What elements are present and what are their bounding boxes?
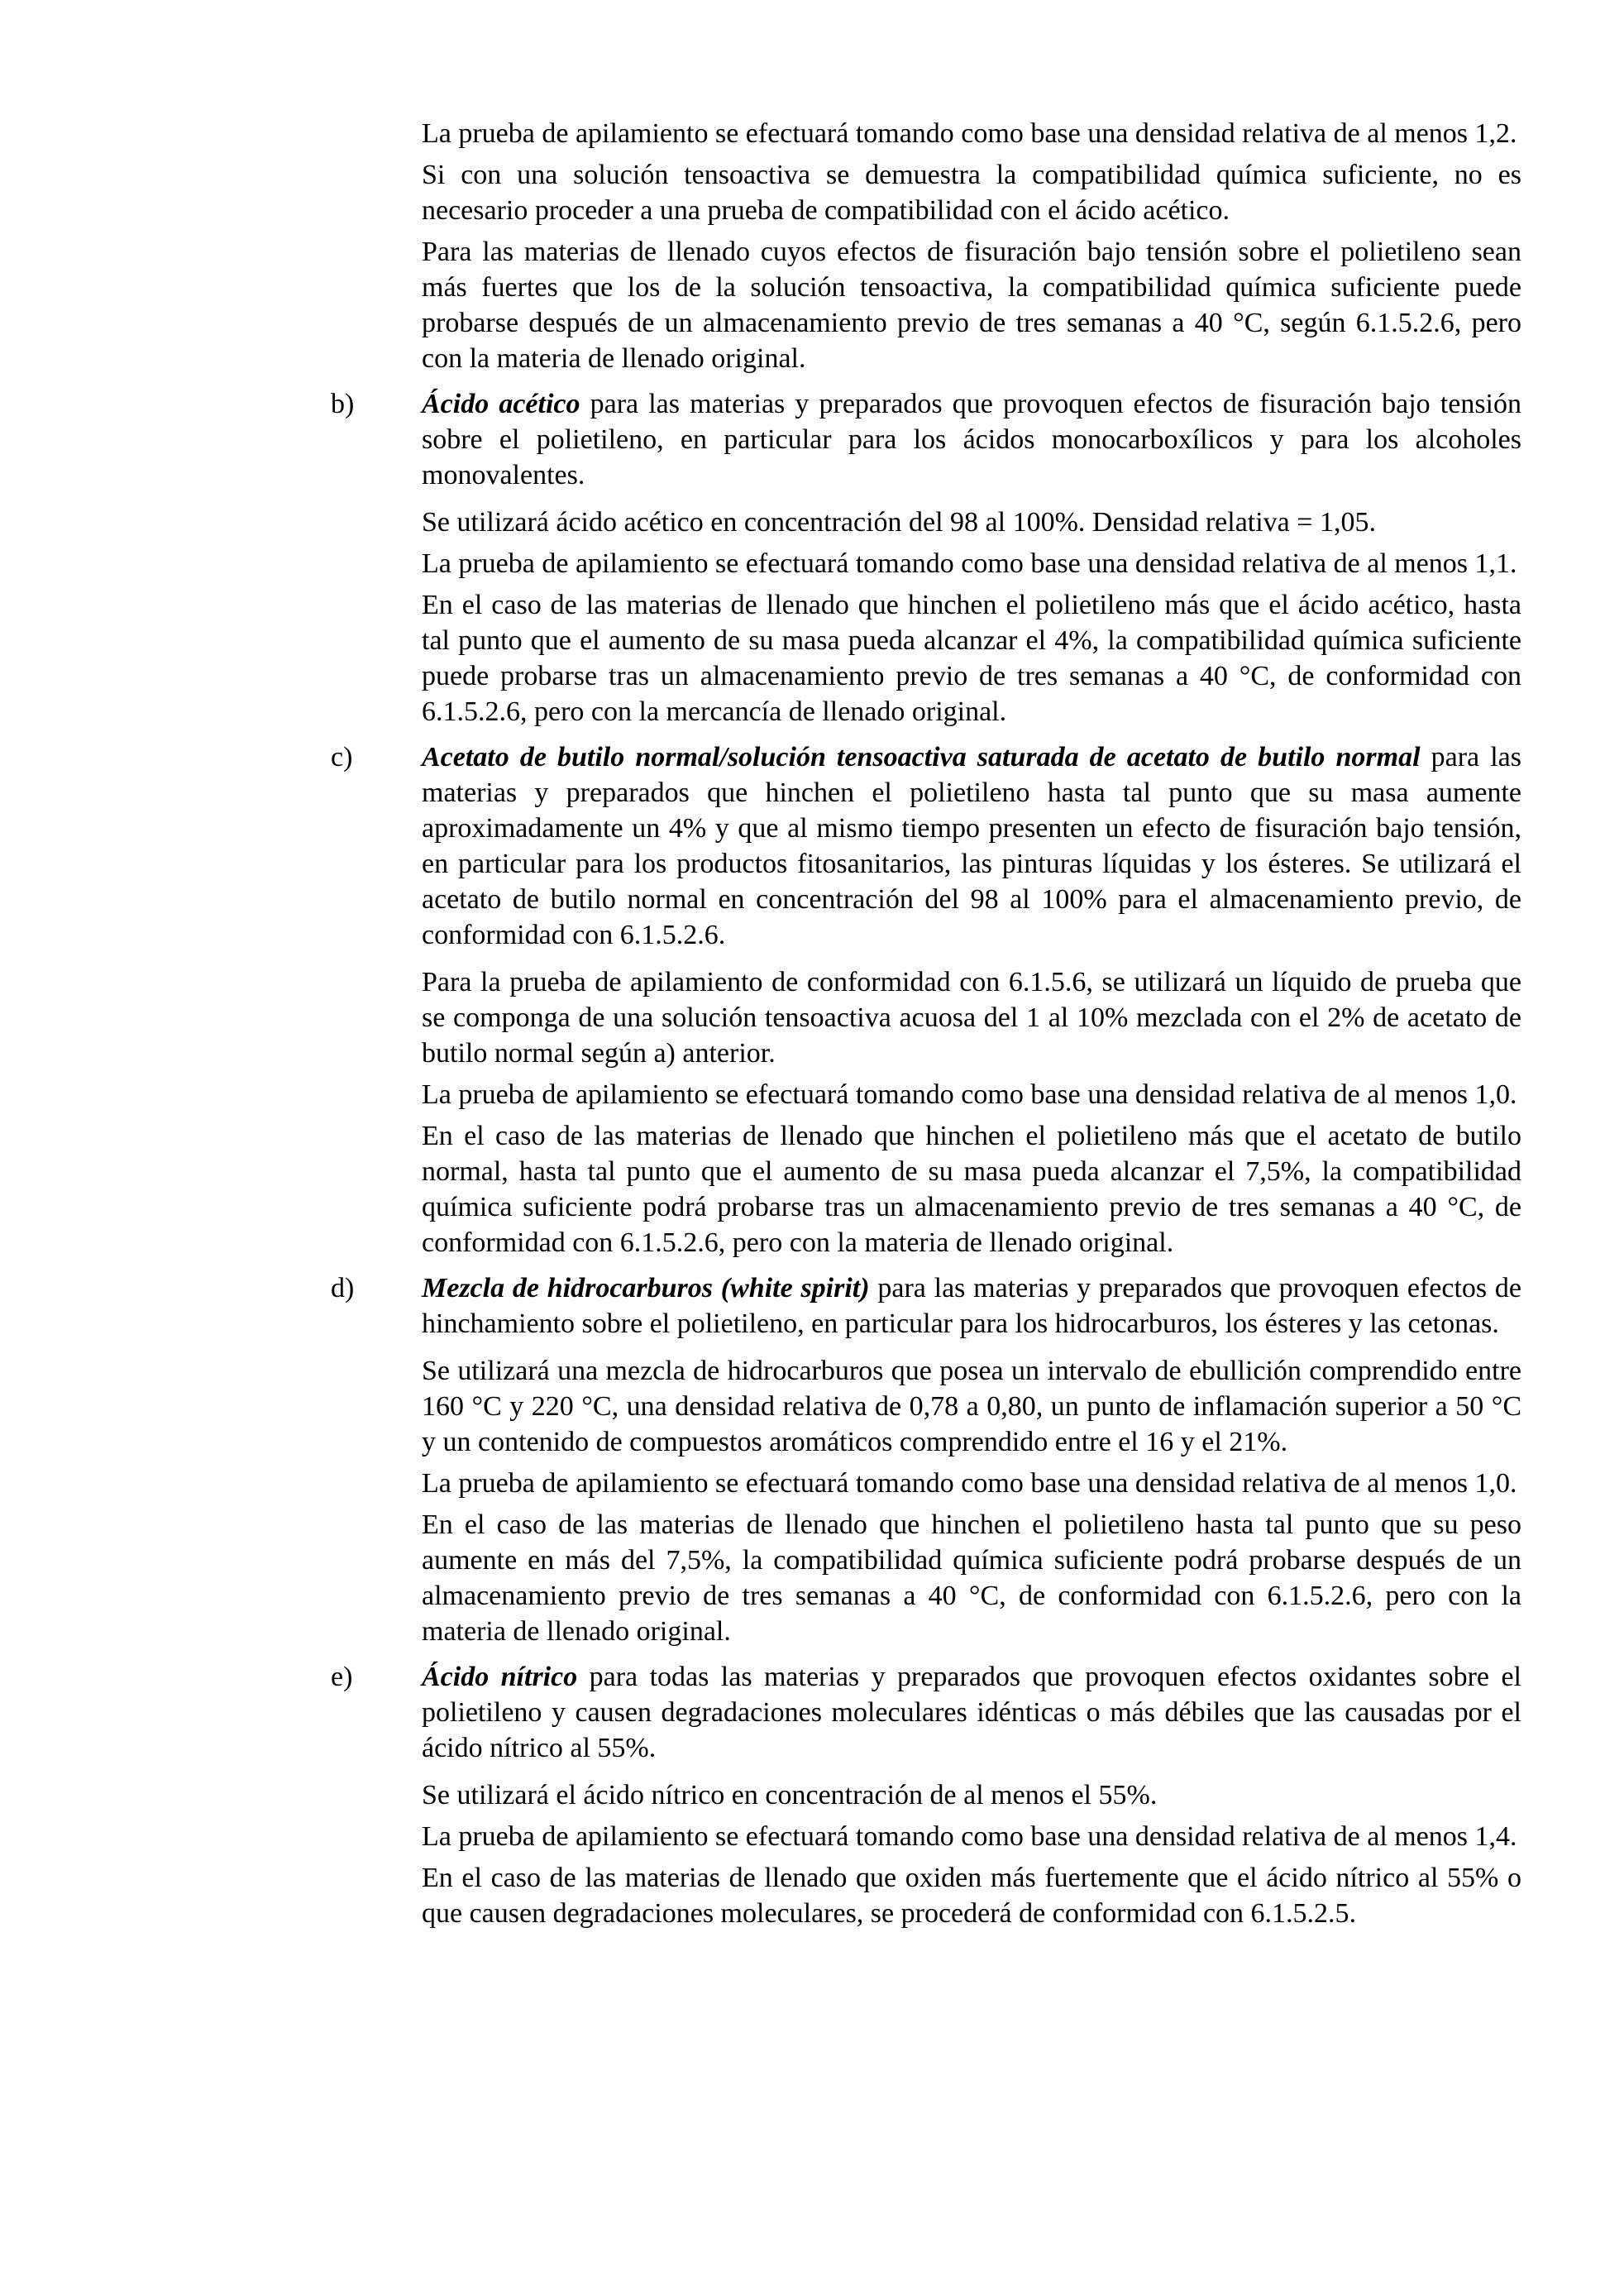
intro-paragraph: Si con una solución tensoactiva se demuestra la compatibilidad química suficiente, no es necesario proceder a una prueba de compatibilidad con el ácido acético.: [422, 160, 1521, 226]
section-paragraph: Se utilizará una mezcla de hidrocarburos que posea un intervalo de ebullición comprendido entre 160 °C y 220 °C, una densidad relativa de 0,78 a 0,80, un punto de inflamación superior a 50 °C y un contenido de compuestos aromáticos comprendido entre el 16 y el 21%.: [422, 1356, 1521, 1457]
intro-block: [331, 116, 1521, 376]
section-lead-paragraph: [422, 1659, 1521, 1766]
section-paragraph: Se utilizará ácido acético en concentración del 98 al 100%. Densidad relativa = 1,05.: [422, 507, 1376, 538]
section-lead-paragraph: [422, 739, 1521, 953]
section-paragraph: Se utilizará el ácido nítrico en concentración de al menos el 55%.: [422, 1780, 1158, 1810]
section-term: Mezcla de hidrocarburos (white spirit): [422, 1273, 870, 1303]
section-c: [331, 739, 1521, 1260]
section-e: [331, 1659, 1521, 1931]
page-content: [331, 116, 1521, 1937]
section-paragraph: En el caso de las materias de llenado que hinchen el polietileno más que el ácido acético, hasta tal punto que el aumento de su masa pueda alcanzar el 4%, la compatibilidad química suficiente puede probarse tras un almacenamiento previo de tres semanas a 40 °C, de conformidad con 6.1.5.2.6, pero con la mercancía de llenado original.: [422, 590, 1521, 727]
section-lead-paragraph: [422, 1270, 1521, 1342]
section-lead-text: para las materias y preparados que provoquen efectos de hinchamiento sobre el polietileno, en particular para los hidrocarburos, los ésteres y las cetonas.: [422, 1273, 1521, 1339]
section-paragraph: La prueba de apilamiento se efectuará tomando como base una densidad relativa de al menos 1,0.: [422, 1079, 1517, 1110]
section-label: d): [331, 1273, 355, 1303]
section-lead-text: para todas las materias y preparados que provoquen efectos oxidantes sobre el polietileno y causen degradaciones moleculares idénticas o más débiles que las causadas por el ácido nítrico al 55%.: [422, 1662, 1521, 1763]
section-paragraph: La prueba de apilamiento se efectuará tomando como base una densidad relativa de al menos 1,1.: [422, 548, 1517, 579]
section-label: c): [331, 742, 353, 773]
section-term: Ácido acético: [422, 389, 580, 419]
intro-paragraph: La prueba de apilamiento se efectuará tomando como base una densidad relativa de al menos 1,2.: [422, 118, 1517, 149]
section-lead-paragraph: [422, 386, 1521, 493]
section-paragraph: Para la prueba de apilamiento de conformidad con 6.1.5.6, se utilizará un líquido de prueba que se componga de una solución tensoactiva acuosa del 1 al 10% mezclada con el 2% de acetato de butilo normal según a) anterior.: [422, 967, 1521, 1069]
section-b: [331, 386, 1521, 729]
intro-paragraph: Para las materias de llenado cuyos efectos de fisuración bajo tensión sobre el polietileno sean más fuertes que los de la solución tensoactiva, la compatibilidad química suficiente puede probarse después de un almacenamiento previo de tres semanas a 40 °C, según 6.1.5.2.6, pero con la materia de llenado original.: [422, 237, 1521, 374]
section-paragraph: En el caso de las materias de llenado que hinchen el polietileno más que el acetato de butilo normal, hasta tal punto que el aumento de su masa pueda alcanzar el 7,5%, la compatibilidad química suficiente podrá probarse tras un almacenamiento previo de tres semanas a 40 °C, de conformidad con 6.1.5.2.6, pero con la materia de llenado original.: [422, 1121, 1521, 1258]
section-term: Acetato de butilo normal/solución tensoactiva saturada de acetato de butilo normal: [422, 742, 1421, 773]
section-label: b): [331, 389, 355, 419]
section-paragraph: La prueba de apilamiento se efectuará tomando como base una densidad relativa de al menos 1,4.: [422, 1821, 1517, 1852]
section-paragraph: En el caso de las materias de llenado que hinchen el polietileno hasta tal punto que su peso aumente en más del 7,5%, la compatibilidad química suficiente podrá probarse después de un almacenamiento previo de tres semanas a 40 °C, de conformidad con 6.1.5.2.6, pero con la materia de llenado original.: [422, 1509, 1521, 1647]
section-d: [331, 1270, 1521, 1649]
section-label: e): [331, 1662, 353, 1692]
section-paragraph: En el caso de las materias de llenado que oxiden más fuertemente que el ácido nítrico al 55% o que causen degradaciones moleculares, se procederá de conformidad con 6.1.5.2.5.: [422, 1863, 1521, 1929]
section-lead-text: para las materias y preparados que provoquen efectos de fisuración bajo tensión sobre el polietileno, en particular para los ácidos monocarboxílicos y para los alcoholes monovalentes.: [422, 389, 1521, 490]
section-paragraph: La prueba de apilamiento se efectuará tomando como base una densidad relativa de al menos 1,0.: [422, 1468, 1517, 1499]
section-lead-text: para las materias y preparados que hinchen el polietileno hasta tal punto que su masa aumente aproximadamente un 4% y que al mismo tiempo presenten un efecto de fisuración bajo tensión, en particular para los productos fitosanitarios, las pinturas líquidas y los ésteres. Se utilizará el acetato de butilo normal en concentración del 98 al 100% para el almacenamiento previo, de conformidad con 6.1.5.2.6.: [422, 742, 1521, 950]
section-term: Ácido nítrico: [422, 1662, 578, 1692]
